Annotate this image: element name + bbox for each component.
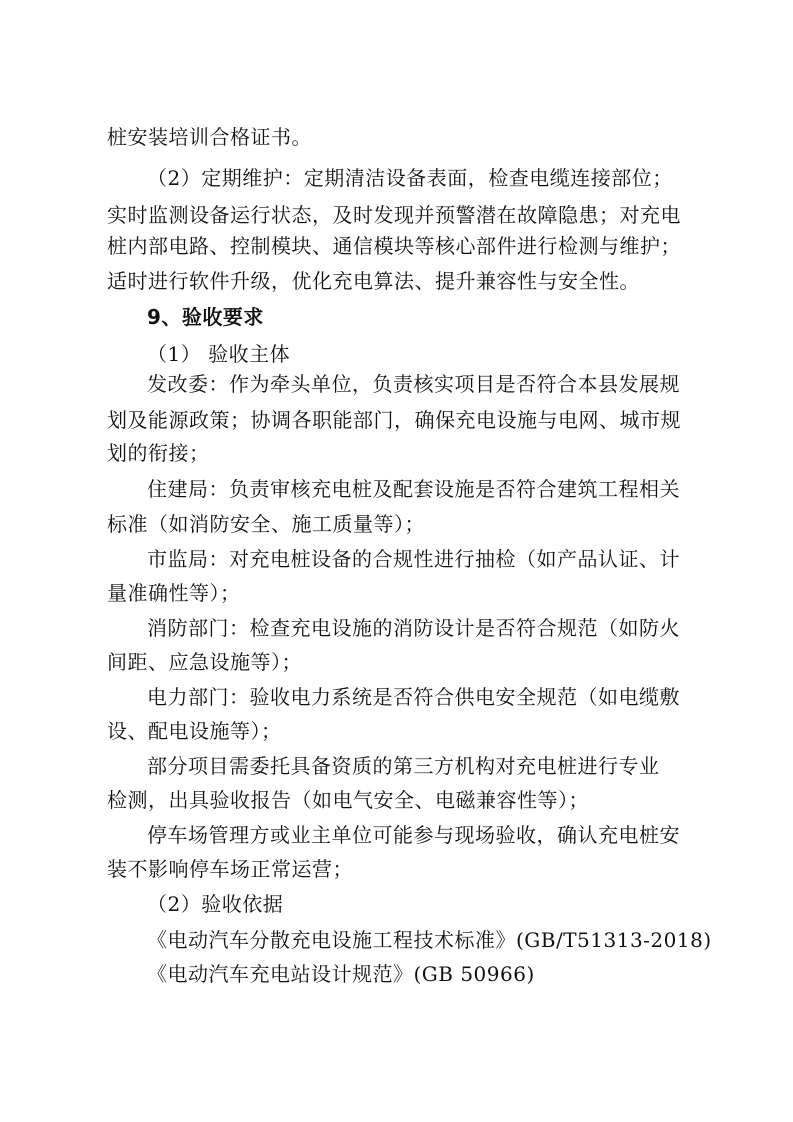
paragraph-line: （2）定期维护：定期清洁设备表面，检查电缆连接部位；: [147, 166, 673, 190]
paragraph-line: 装不影响停车场正常运营；: [107, 857, 353, 881]
paragraph-line: 划及能源政策；协调各职能部门，确保充电设施与电网、城市规: [107, 408, 681, 432]
paragraph-line: 实时监测设备运行状态，及时发现并预警潜在故障隐患；对充电: [107, 203, 681, 227]
subsection-heading: （1） 验收主体: [147, 342, 291, 366]
paragraph-line: 桩内部电路、控制模块、通信模块等核心部件进行检测与维护；: [107, 234, 681, 258]
paragraph-line: 住建局：负责审核充电桩及配套设施是否符合建筑工程相关: [147, 477, 680, 501]
reference-line: 《电动汽车分散充电设施工程技术标准》(GB/T51313-2018): [147, 928, 712, 952]
paragraph-line: 市监局：对充电桩设备的合规性进行抽检（如产品认证、计: [147, 547, 680, 571]
reference-line: 《电动汽车充电站设计规范》(GB 50966): [147, 962, 535, 986]
paragraph-line: 设、配电设施等）；: [107, 719, 282, 743]
paragraph-line: 电力部门：验收电力系统是否符合供电安全规范（如电缆敷: [147, 685, 680, 709]
paragraph-line: 标准（如消防安全、施工质量等）；: [107, 512, 425, 536]
paragraph-line: 间距、应急设施等）；: [107, 650, 302, 674]
section-heading: 9、验收要求: [147, 305, 264, 329]
paragraph-line: 划的衔接；: [107, 441, 210, 465]
paragraph-line: 量准确性等）；: [107, 581, 241, 605]
paragraph-line: 发改委：作为牵头单位，负责核实项目是否符合本县发展规: [147, 372, 680, 396]
subsection-heading: （2）验收依据: [147, 892, 284, 916]
paragraph-line: 检测，出具验收报告（如电气安全、电磁兼容性等）；: [107, 788, 589, 812]
paragraph-line: 适时进行软件升级，优化充电算法、提升兼容性与安全性。: [107, 269, 640, 293]
paragraph-line: 消防部门：检查充电设施的消防设计是否符合规范（如防火: [147, 616, 680, 640]
paragraph-line: 停车场管理方或业主单位可能参与现场验收，确认充电桩安: [147, 823, 680, 847]
paragraph-line: 桩安装培训合格证书。: [107, 125, 312, 149]
paragraph-line: 部分项目需委托具备资质的第三方机构对充电桩进行专业: [147, 754, 660, 778]
